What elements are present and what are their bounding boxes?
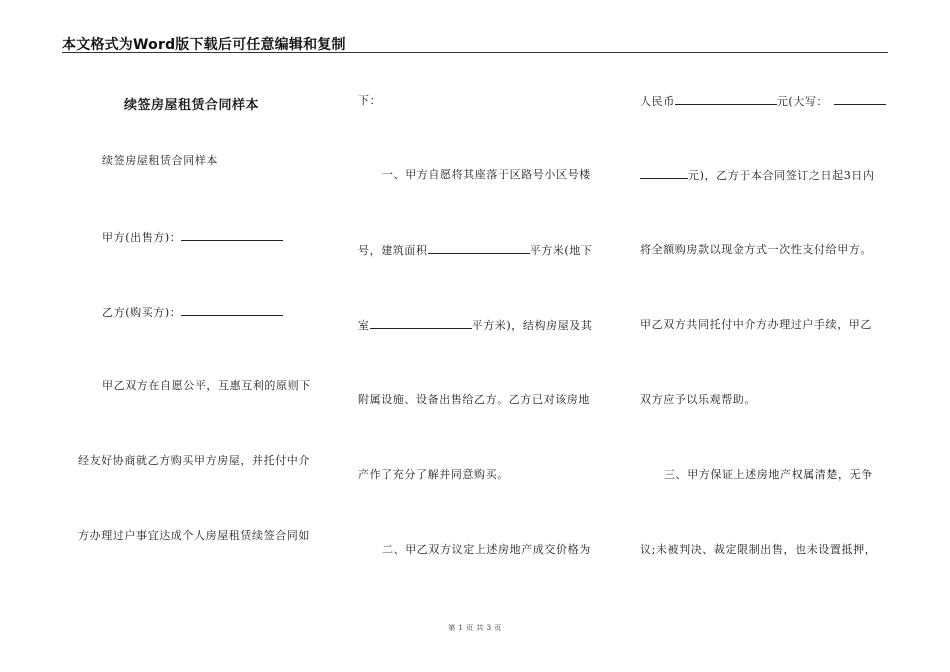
paragraph-line: 甲乙双方共同托付中介方办理过户手续，甲乙	[640, 318, 872, 331]
document-title: 续签房屋租赁合同样本	[124, 98, 260, 113]
party-a-line	[102, 230, 283, 245]
party-a-blank	[181, 230, 283, 241]
paragraph-line: 双方应予以乐观帮助。	[640, 393, 756, 406]
area-label: 号，建筑面积	[358, 244, 428, 257]
price-line	[640, 94, 886, 109]
subtitle-text: 续签房屋租赁合同样本	[102, 154, 218, 167]
price-label: 人民币	[640, 95, 675, 108]
column-1	[62, 0, 332, 672]
party-a-label: 甲方(出售方)：	[102, 231, 182, 244]
price-words-label: 元(大写：	[776, 95, 829, 108]
column-3	[622, 0, 888, 672]
basement-line	[358, 318, 593, 333]
paragraph-line: 下：	[358, 94, 382, 107]
column-2	[340, 0, 610, 672]
page-number: 第 1 页 共 3 页	[448, 624, 502, 632]
payment-text: 元)，乙方于本合同签订之日起3日内	[688, 169, 875, 182]
basement-blank	[370, 318, 472, 329]
paragraph-line: 甲乙双方在自愿公平，互惠互利的原则下	[102, 379, 311, 392]
party-b-label: 乙方(购买方)：	[102, 306, 182, 319]
paragraph-line: 产作了充分了解并同意购买。	[358, 468, 509, 481]
area-unit: 平方米(地下	[529, 244, 593, 257]
basement-label: 室	[358, 319, 370, 332]
party-b-blank	[181, 305, 283, 316]
area-blank	[428, 243, 530, 254]
paragraph-line: 经友好协商就乙方购买甲方房屋，并托付中介	[78, 454, 310, 467]
paragraph-line: 附属设施、设备出售给乙方。乙方已对该房地	[358, 393, 590, 406]
payment-line	[640, 168, 875, 183]
paragraph-line: 二、甲乙双方议定上述房地产成交价格为	[382, 543, 591, 556]
area-line	[358, 243, 593, 258]
paragraph-line: 方办理过户事宜达成个人房屋租赁续签合同如	[78, 529, 310, 542]
price-blank	[675, 94, 777, 105]
paragraph-line: 一、甲方自愿将其座落于区路号小区号楼	[382, 168, 591, 181]
price-words-blank	[834, 94, 886, 105]
paragraph-line: 议;未被判决、裁定限制出售，也未设置抵押，	[640, 543, 877, 556]
paragraph-line: 三、甲方保证上述房地产权属清楚，无争	[664, 468, 873, 481]
download-note: 本文格式为Word版下载后可任意编辑和复制	[62, 37, 346, 53]
price-words-blank-cont	[640, 168, 688, 179]
basement-unit: 平方米)，结构房屋及其	[471, 319, 593, 332]
paragraph-line: 将全额购房款以现金方式一次性支付给甲方。	[640, 243, 872, 256]
party-b-line	[102, 305, 283, 320]
